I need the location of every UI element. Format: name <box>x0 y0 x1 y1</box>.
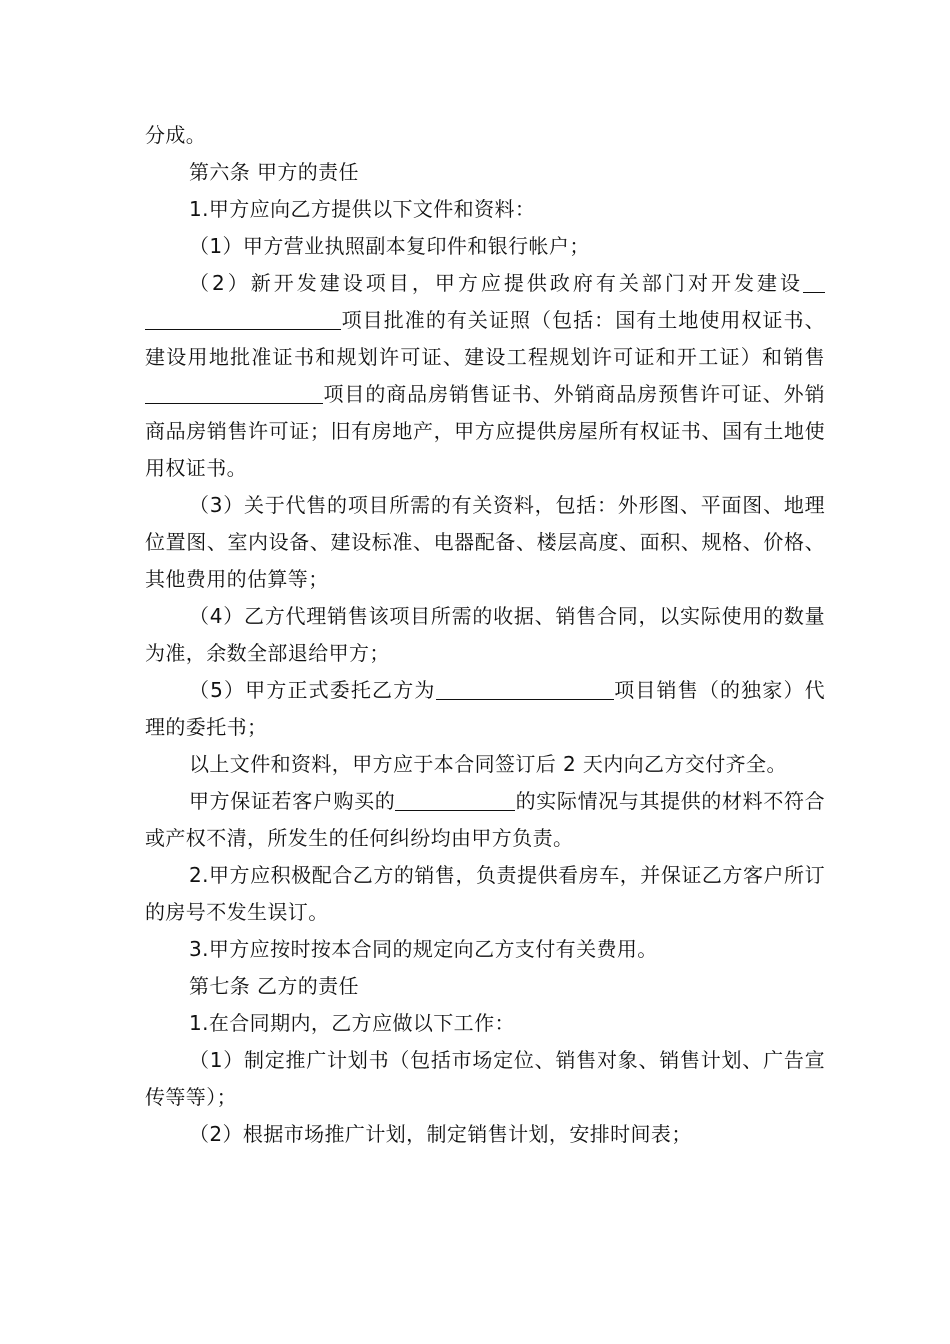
fill-in-blank[interactable] <box>145 381 323 404</box>
fill-in-blank[interactable] <box>803 270 825 293</box>
article-7-heading <box>145 968 825 1005</box>
paragraph-text: 甲方保证若客户购买的 <box>189 789 396 813</box>
item-3 <box>145 487 825 598</box>
clause-2 <box>145 857 825 931</box>
item-5 <box>145 672 825 746</box>
fill-in-blank[interactable] <box>436 677 614 700</box>
paragraph-text: 2.甲方应积极配合乙方的销售，负责提供看房车，并保证乙方客户所订的房号不发生误订。 <box>145 863 825 924</box>
paragraph-text: 的实际情况与其提供的材料不符合或产权不清，所发生的任何纠纷均由甲方负责。 <box>145 789 826 850</box>
item-1 <box>145 228 825 265</box>
paragraph-text: （3）关于代售的项目所需的有关资料，包括：外形图、平面图、地理位置图、室内设备、建设标准、电器配备、楼层高度、面积、规格、价格、其他费用的估算等； <box>145 493 825 591</box>
paragraph-text: 项目销售（的独家）代理的委托书； <box>145 678 826 739</box>
paragraph-text: 3.甲方应按时按本合同的规定向乙方支付有关费用。 <box>189 937 658 961</box>
clause-1-intro <box>145 191 825 228</box>
item-2-b <box>145 1116 825 1153</box>
paragraph-text: （1）甲方营业执照副本复印件和银行帐户； <box>189 234 590 258</box>
paragraph-text: 以上文件和资料，甲方应于本合同签订后 2 天内向乙方交付齐全。 <box>189 752 787 776</box>
heading-text: 第六条 甲方的责任 <box>189 160 359 184</box>
item-2 <box>145 265 825 487</box>
paragraph-text: 分成。 <box>145 123 207 147</box>
paragraph-text: （4）乙方代理销售该项目所需的收据、销售合同，以实际使用的数量为准，余数全部退给甲方； <box>145 604 825 665</box>
clause-1-intro-b <box>145 1005 825 1042</box>
item-1-b <box>145 1042 825 1116</box>
paragraph-text: （1）制定推广计划书（包括市场定位、销售对象、销售计划、广告宣传等等）； <box>145 1048 825 1109</box>
paragraph-text: （2）根据市场推广计划，制定销售计划，安排时间表； <box>189 1122 692 1146</box>
article-6-heading <box>145 154 825 191</box>
paragraph-text: 项目批准的有关证照（包括：国有土地使用权证书、建设用地批准证书和规划许可证、建设工程规划许可证和开工证）和销售 <box>145 308 825 369</box>
paragraph-text: 1.甲方应向乙方提供以下文件和资料： <box>189 197 536 221</box>
delivery-clause <box>145 746 825 783</box>
paragraph-text: 项目的商品房销售证书、外销商品房预售许可证、外销商品房销售许可证；旧有房地产，甲方应提供房屋所有权证书、国有土地使用权证书。 <box>145 382 825 480</box>
heading-text: 第七条 乙方的责任 <box>189 974 359 998</box>
fill-in-blank[interactable] <box>395 788 515 811</box>
paragraph-text: 1.在合同期内，乙方应做以下工作： <box>189 1011 515 1035</box>
item-4 <box>145 598 825 672</box>
document-body <box>145 117 825 1153</box>
guarantee-clause <box>145 783 825 857</box>
clause-3 <box>145 931 825 968</box>
paragraph-continuation <box>145 117 825 154</box>
paragraph-text: （2）新开发建设项目，甲方应提供政府有关部门对开发建设 <box>189 271 803 295</box>
fill-in-blank[interactable] <box>145 307 341 330</box>
paragraph-text: （5）甲方正式委托乙方为 <box>189 678 436 702</box>
